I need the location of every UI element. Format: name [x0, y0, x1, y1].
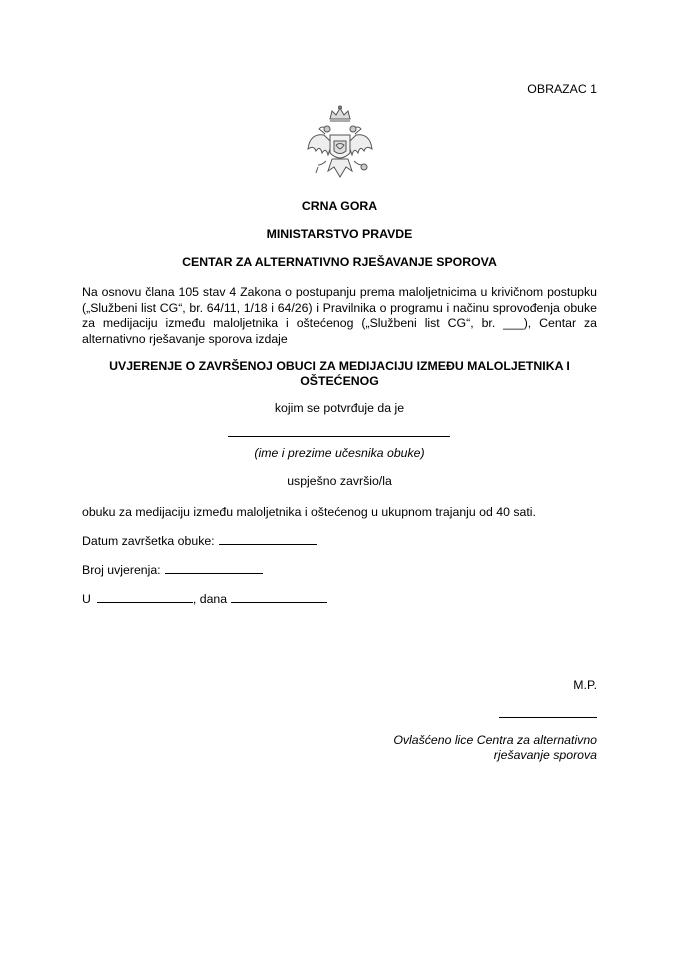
confirm-text: kojim se potvrđuje da je [274, 401, 405, 415]
completion-date-blank[interactable] [219, 543, 317, 545]
certificate-number-label: Broj uvjerenja: [82, 563, 161, 577]
signer-caption: Ovlašćeno lice Centra za alternativno rješavanje sporova [393, 733, 597, 762]
montenegro-coat-of-arms-icon [306, 105, 374, 185]
participant-name-caption: (ime i prezime učesnika obuke) [254, 446, 425, 460]
completion-date-field [82, 534, 317, 548]
participant-name-line[interactable] [228, 436, 450, 437]
training-description: obuku za medijaciju između maloljetnika i oštećenog u ukupnom trajanju od 40 sati. [82, 505, 536, 519]
place-label: U [82, 592, 91, 606]
certificate-title: UVJERENJE O ZAVRŠENOJ OBUCI ZA MEDIJACIJU IZMEĐU MALOLJETNIKA I OŠTEĆENOG [109, 359, 570, 388]
completion-date-label: Datum završetka obuke: [82, 534, 215, 548]
certificate-number-field [82, 563, 263, 577]
date-label: , dana [192, 592, 228, 606]
date-blank[interactable] [231, 601, 327, 603]
stamp-label: M.P. [573, 678, 597, 692]
signature-line[interactable] [499, 717, 597, 718]
place-blank[interactable] [97, 601, 193, 603]
ministry-title: MINISTARSTVO PRAVDE [266, 227, 413, 241]
certificate-number-blank[interactable] [165, 572, 263, 574]
completed-text: uspješno završio/la [287, 474, 392, 488]
form-code: OBRAZAC 1 [527, 82, 597, 96]
intro-paragraph: Na osnovu člana 105 stav 4 Zakona o postupanju prema maloljetnicima u krivičnom postupku („Službeni list CG“, br. 64/11, 1/18 i 64/26) i Pravilnika o programu i načinu sprovođenja obuke za medijaciju između maloljetnika i oštećenog („Službeni list CG“, br. ___), Centar za alternativno rješavanje sporova izdaje [82, 285, 597, 346]
country-title: CRNA GORA [301, 199, 378, 213]
place-date-field [82, 592, 327, 606]
center-title: CENTAR ZA ALTERNATIVNO RJEŠAVANJE SPOROVA [182, 255, 497, 269]
